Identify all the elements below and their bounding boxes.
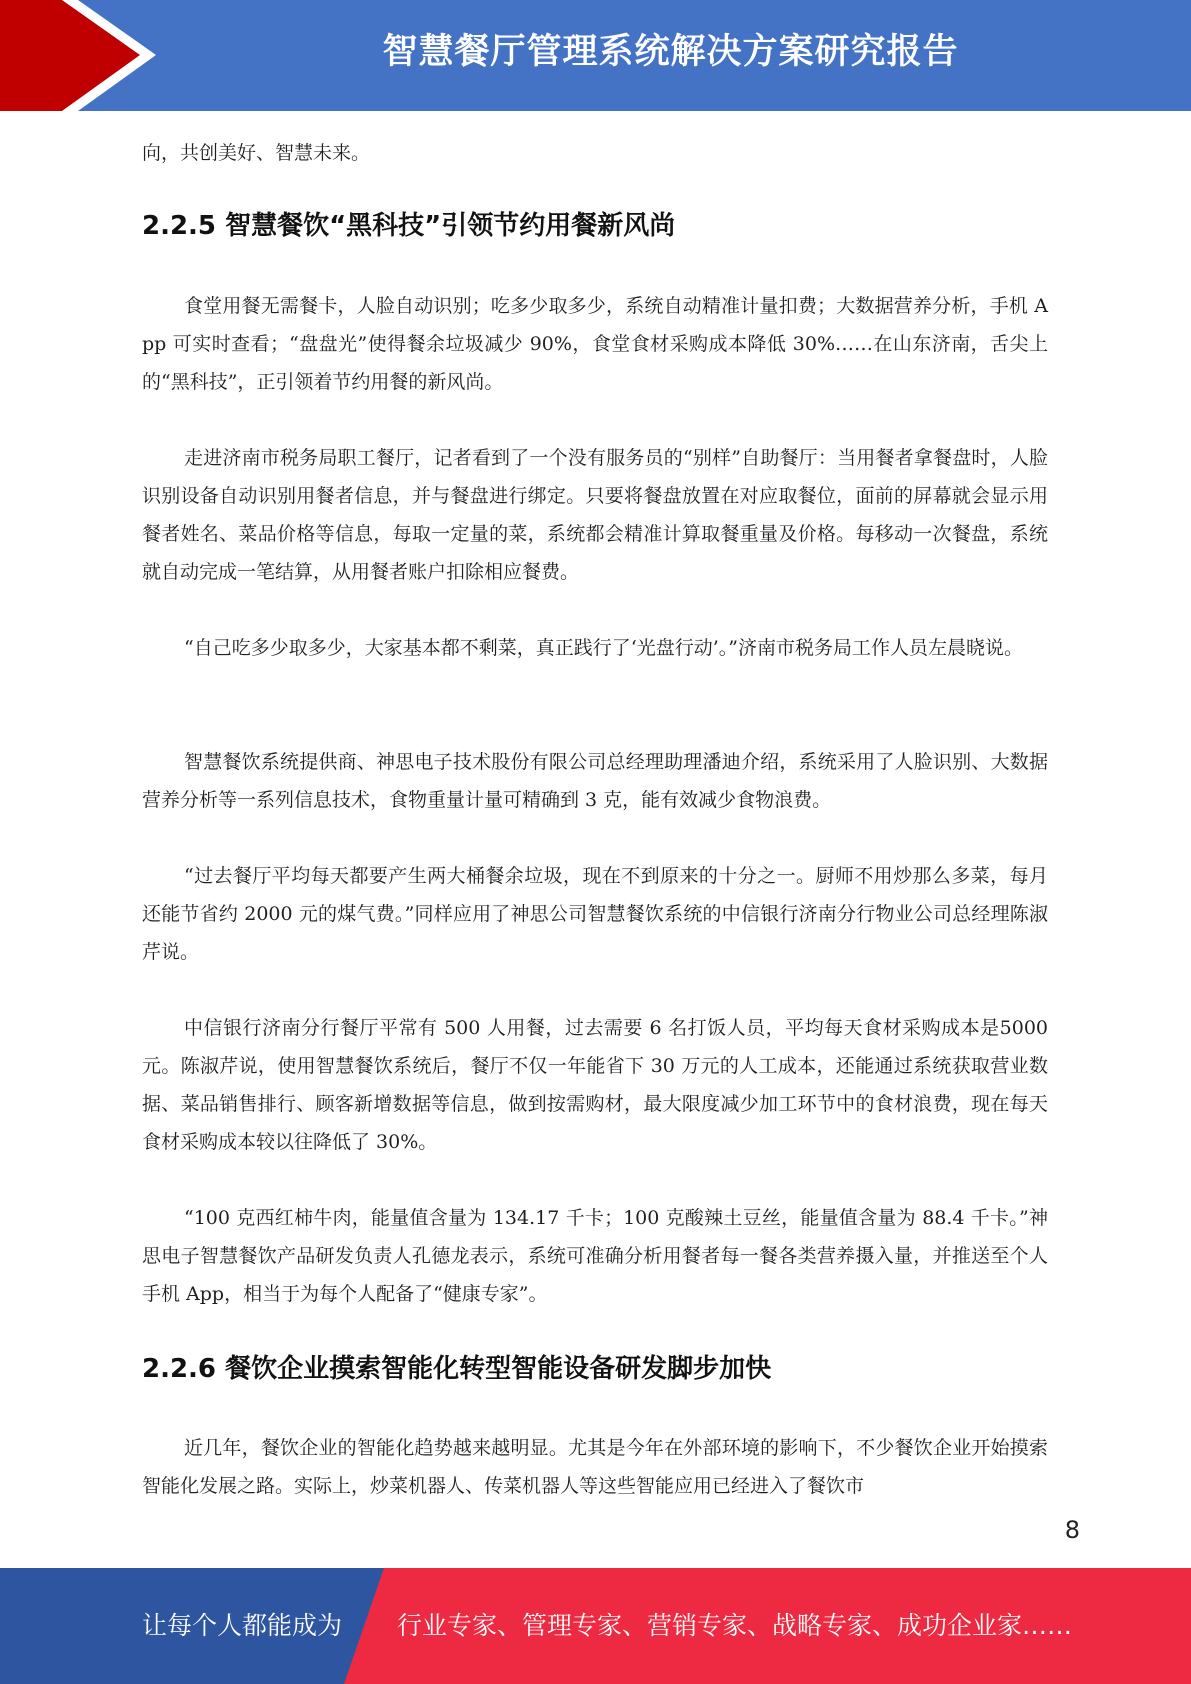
paragraph: “自己吃多少取多少，大家基本都不剩菜，真正践行了‘光盘行动’。”济南市税务局工作人员左晨晓说。: [184, 637, 1024, 659]
paragraph: 食堂用餐无需餐卡，人脸自动识别；吃多少取多少，系统自动精准计量扣费；大数据营养分析，手机 App 可实时查看；“盘盘光”使得餐余垃圾减少 90%，食堂食材采购成本降低 30%……在山东济南，舌尖上的“黑科技”，正引领着节约用餐的新风尚。: [142, 295, 1048, 393]
page-number: 8: [1064, 1516, 1080, 1544]
paragraph: 中信银行济南分行餐厅平常有 500 人用餐，过去需要 6 名打饭人员，平均每天食材采购成本是5000 元。陈淑芹说，使用智慧餐饮系统后，餐厅不仅一年能省下 30 万元的人工成本，还能通过系统获取营业数据、菜品销售排行、顾客新增数据等信息，做到按需购材，最大限度减少加工环节中的食材浪费，现在每天食材采购成本较以往降低了 30%。: [142, 1017, 1048, 1153]
header-arrow-decoration: [0, 0, 160, 111]
paragraph: 近几年，餐饮企业的智能化趋势越来越明显。尤其是今年在外部环境的影响下，不少餐饮企业开始摸索智能化发展之路。实际上，炒菜机器人、传菜机器人等这些智能应用已经进入了餐饮市: [142, 1437, 1048, 1497]
intro-tail-paragraph: 向，共创美好、智慧未来。: [142, 142, 371, 164]
report-title: 智慧餐厅管理系统解决方案研究报告: [382, 32, 959, 72]
section-heading-2-2-6: 2.2.6 餐饮企业摸索智能化转型智能设备研发脚步加快: [142, 1354, 772, 1384]
paragraph: “过去餐厅平均每天都要产生两大桶餐余垃圾，现在不到原来的十分之一。厨师不用炒那么多菜，每月还能节省约 2000 元的煤气费。”同样应用了神思公司智慧餐饮系统的中信银行济南分行物业公司总经理陈淑芹说。: [142, 865, 1048, 963]
footer-slogan-left: 让每个人都能成为: [142, 1611, 343, 1640]
paragraph: “100 克西红柿牛肉，能量值含量为 134.17 千卡；100 克酸辣土豆丝，能量值含量为 88.4 千卡。”神思电子智慧餐饮产品研发负责人孔德龙表示，系统可准确分析用餐者每一餐各类营养摄入量，并推送至个人手机 App，相当于为每个人配备了“健康专家”。: [142, 1207, 1048, 1305]
footer-slogan-right: 行业专家、管理专家、营销专家、战略专家、成功企业家……: [397, 1611, 1073, 1640]
page-footer: [0, 1568, 1191, 1684]
page-header: [0, 0, 1191, 111]
paragraph: 智慧餐饮系统提供商、神思电子技术股份有限公司总经理助理潘迪介绍，系统采用了人脸识别、大数据营养分析等一系列信息技术，食物重量计量可精确到 3 克，能有效减少食物浪费。: [142, 751, 1048, 811]
section-heading-2-2-5: 2.2.5 智慧餐饮“黑科技”引领节约用餐新风尚: [142, 211, 676, 241]
paragraph: 走进济南市税务局职工餐厅，记者看到了一个没有服务员的“别样”自助餐厅：当用餐者拿餐盘时，人脸识别设备自动识别用餐者信息，并与餐盘进行绑定。只要将餐盘放置在对应取餐位，面前的屏幕就会显示用餐者姓名、菜品价格等信息，每取一定量的菜，系统都会精准计算取餐重量及价格。每移动一次餐盘，系统就自动完成一笔结算，从用餐者账户扣除相应餐费。: [142, 447, 1048, 583]
